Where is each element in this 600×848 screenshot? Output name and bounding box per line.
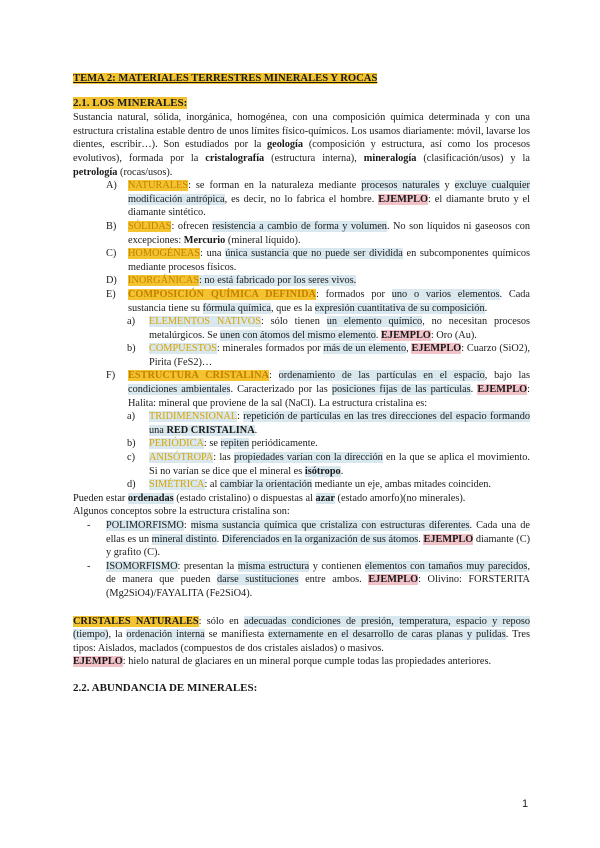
cristales-ejemplo: EJEMPLO: hielo natural de glaciares en un mineral porque cumple todas las propiedades anteriores.	[73, 656, 492, 668]
list-item-solidas: B) SÓLIDAS: ofrecen resistencia a cambio de forma y volumen. No son líquidos ni gaseosos con excepciones: Mercurio (mineral líquido).	[106, 220, 530, 246]
document-title: TEMA 2: MATERIALES TERRESTRES MINERALES Y ROCAS	[73, 73, 378, 84]
section-heading-abundancia: 2.2. ABUNDANCIA DE MINERALES:	[73, 681, 258, 694]
section-heading-minerales: 2.1. LOS MINERALES:	[73, 96, 188, 109]
document-content	[73, 72, 530, 697]
cristales-naturales-paragraph: CRISTALES NATURALES: sólo en adecuadas condiciones de presión, temperatura, espacio y reposo (tiempo), la ordenación interna se manifiesta externamente en el desarrollo de caras planas y pulidas. Tres tipos: Aislados, maclados (compuestos de dos cristales aislados) o masivos.	[73, 615, 531, 654]
intro-paragraph: Sustancia natural, sólida, inorgánica, homogénea, con una composición química determinada y con una estructura cristalina estable dentro de unos límites físico-químicos. Los usamos diariamente: móvil, lavarse los dientes, escribir…). Son estudiados por la geología (composición y estructura, así como los procesos evolutivos), formada por la cristalografía (estructura interna), mineralogía (clasificación/usos) y la petrología (rocas/usos).	[73, 112, 531, 178]
sub-item-tridimensional: a) TRIDIMENSIONAL: repetición de partículas en las tres direcciones del espacio formando una RED CRISTALINA.	[127, 411, 530, 436]
list-item-homogeneas: C) HOMOGÉNEAS: una única sustancia que no puede ser dividida en subcomponentes químicos mediante procesos físicos.	[106, 248, 530, 273]
estado-paragraph: Pueden estar ordenadas (estado cristalino) o dispuestas al azar (estado amorfo)(no minerales).	[73, 492, 466, 504]
ejemplo-label: EJEMPLO	[423, 533, 474, 545]
list-item-composicion: E) COMPOSICIÓN QUÍMICA DEFINIDA: formados por uno o varios elementos. Cada sustancia tiene su fórmula química, que es la expresión cuantitativa de su composición.	[106, 288, 530, 314]
ejemplo-label: EJEMPLO	[368, 574, 419, 586]
sub-item-elementos-nativos: a) ELEMENTOS NATIVOS: sólo tienen un elemento químico, no necesitan procesos metalúrgicos. Se unen con átomos del mismo elemento. EJEMPLO: Oro (Au).	[127, 316, 530, 341]
page-number: 1	[522, 798, 529, 810]
ejemplo-label: EJEMPLO	[378, 193, 428, 205]
ejemplo-label: EJEMPLO	[381, 329, 431, 341]
sub-item-simetrica: d) SIMÉTRICA: al cambiar la orientación mediante un eje, ambas mitades coinciden.	[127, 479, 492, 491]
conceptos-intro: Algunos conceptos sobre la estructura cristalina son:	[73, 506, 290, 518]
sub-item-compuestos: b) COMPUESTOS: minerales formados por más de un elemento, EJEMPLO: Cuarzo (SiO2), Pirita (FeS2)…	[127, 343, 530, 368]
ejemplo-label: EJEMPLO	[411, 343, 462, 355]
ejemplo-label: EJEMPLO	[477, 384, 528, 396]
sub-item-anisotropa: c) ANISÓTROPA: las propiedades varían con la dirección en la que se aplica el movimiento. Si no varían se dice que el mineral es isótropo.	[127, 452, 530, 477]
sub-item-periodica: b) PERIÓDICA: se repiten periódicamente.	[127, 438, 318, 450]
concept-polimorfismo: - POLIMORFISMO: misma sustancia química que cristaliza con estructuras diferentes. Cada una de ellas es un mineral distinto. Diferenciados en la organización de sus átomos. EJEMPLO diamante (C) y grafito (C).	[87, 520, 531, 559]
list-item-naturales: A) NATURALES: se forman en la naturaleza mediante procesos naturales y excluye cualquier modificación antrópica, es decir, no lo fabrica el hombre. EJEMPLO: el diamante bruto y el diamante sintético.	[106, 180, 530, 219]
list-item-estructura-cristalina: F) ESTRUCTURA CRISTALINA: ordenamiento de las partículas en el espacio, bajo las condiciones ambientales. Caracterizado por las posiciones fijas de las partículas. EJEMPLO: Halita: mineral que proviene de la sal (NaCl). La estructura cristalina es:	[106, 370, 530, 409]
concept-isomorfismo: - ISOMORFISMO: presentan la misma estructura y contienen elementos con tamaños muy parecidos, de manera que pueden darse sustituciones entre ambos. EJEMPLO: Olivino: FORSTERITA (Mg2SiO4)/FAYALITA (Fe2SiO4).	[87, 560, 531, 599]
ejemplo-label: EJEMPLO	[73, 656, 123, 668]
list-item-inorganicas: D) INORGÁNICAS: no está fabricado por los seres vivos.	[106, 275, 357, 287]
